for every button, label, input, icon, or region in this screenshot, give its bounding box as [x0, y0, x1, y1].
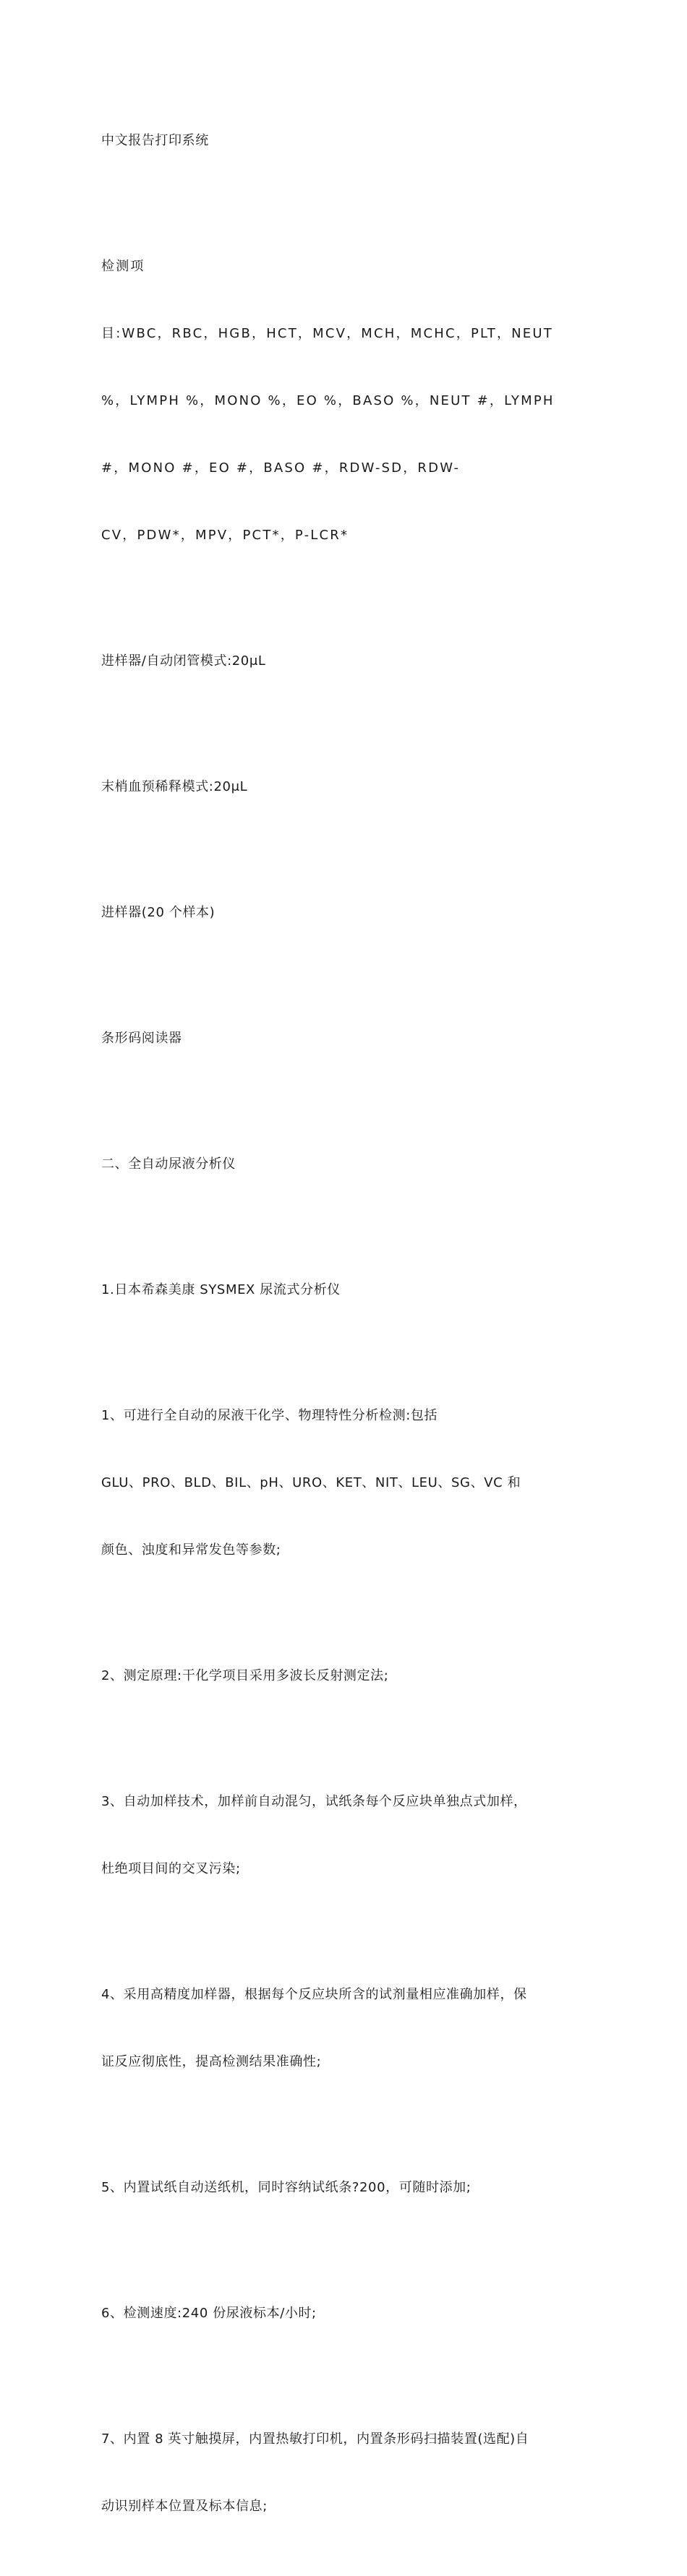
text-line: 动识别样本位置及标本信息;: [101, 2499, 268, 2514]
text-line: 1.日本希森美康 SYSMEX 尿流式分析仪: [101, 1282, 341, 1297]
text-line: 6、检测速度:240 份尿液标本/小时;: [101, 2306, 317, 2321]
text-line: 进样器/自动闭管模式:20μL: [101, 653, 266, 669]
text-line: 杜绝项目间的交叉污染;: [101, 1861, 241, 1876]
text-line: 进样器(20 个样本): [101, 905, 216, 920]
list-item-6: [101, 2257, 586, 2369]
list-item-2: [101, 1620, 586, 1732]
text-line: %，LYMPH %，MONO %，EO %，BASO %，NEUT #，LYMPH: [101, 393, 555, 408]
text-line: 条形码阅读器: [101, 1031, 182, 1046]
list-item-5: [101, 2131, 586, 2244]
paragraph-barcode-reader: [101, 982, 586, 1094]
text-line: 7、内置 8 英寸触摸屏，内置热敏打印机，内置条形码扫描装置(选配)自: [101, 2431, 529, 2447]
paragraph-report-system: [101, 85, 586, 197]
text-line: GLU、PRO、BLD、BIL、pH、URO、KET、NIT、LEU、SG、VC 和: [101, 1475, 521, 1490]
text-line: 1、可进行全自动的尿液干化学、物理特性分析检测:包括: [101, 1408, 438, 1423]
text-line: 3、自动加样技术，加样前自动混匀，试纸条每个反应块单独点式加样，: [101, 1794, 527, 1809]
text-line: CV，PDW*，MPV，PCT*，P-LCR*: [101, 528, 349, 543]
text-line: 5、内置试纸自动送纸机，同时容纳试纸条?200，可随时添加;: [101, 2180, 471, 2195]
text-line: 目:WBC，RBC，HGB，HCT，MCV，MCH，MCHC，PLT，NEUT: [101, 326, 553, 341]
text-line: 2、测定原理:干化学项目采用多波长反射测定法;: [101, 1668, 389, 1683]
text-line: 末梢血预稀释模式:20μL: [101, 779, 248, 794]
document-page: [101, 85, 586, 2576]
text-line: 证反应彻底性，提高检测结果准确性;: [101, 2054, 322, 2069]
paragraph-test-items: [101, 210, 586, 591]
text-line: 二、全自动尿液分析仪: [101, 1156, 236, 1172]
list-item-1: [101, 1360, 586, 1606]
text-line: 4、采用高精度加样器，根据每个反应块所含的试剂量相应准确加样，保: [101, 1987, 527, 2002]
list-item-3: [101, 1746, 586, 1925]
subheading-sysmex: [101, 1234, 586, 1346]
list-item-7: [101, 2383, 586, 2562]
paragraph-sampler-mode: [101, 605, 586, 717]
text-line: 颜色、浊度和异常发色等参数;: [101, 1542, 281, 1558]
section-heading-urine-analyzer: [101, 1108, 586, 1220]
list-item-4: [101, 1939, 586, 2118]
text-line: 检测项: [101, 259, 145, 274]
paragraph-sampler-capacity: [101, 856, 586, 969]
text-line: 中文报告打印系统: [101, 133, 209, 148]
paragraph-predilution-mode: [101, 731, 586, 843]
text-line: #，MONO #，EO #，BASO #，RDW-SD，RDW-: [101, 460, 461, 476]
